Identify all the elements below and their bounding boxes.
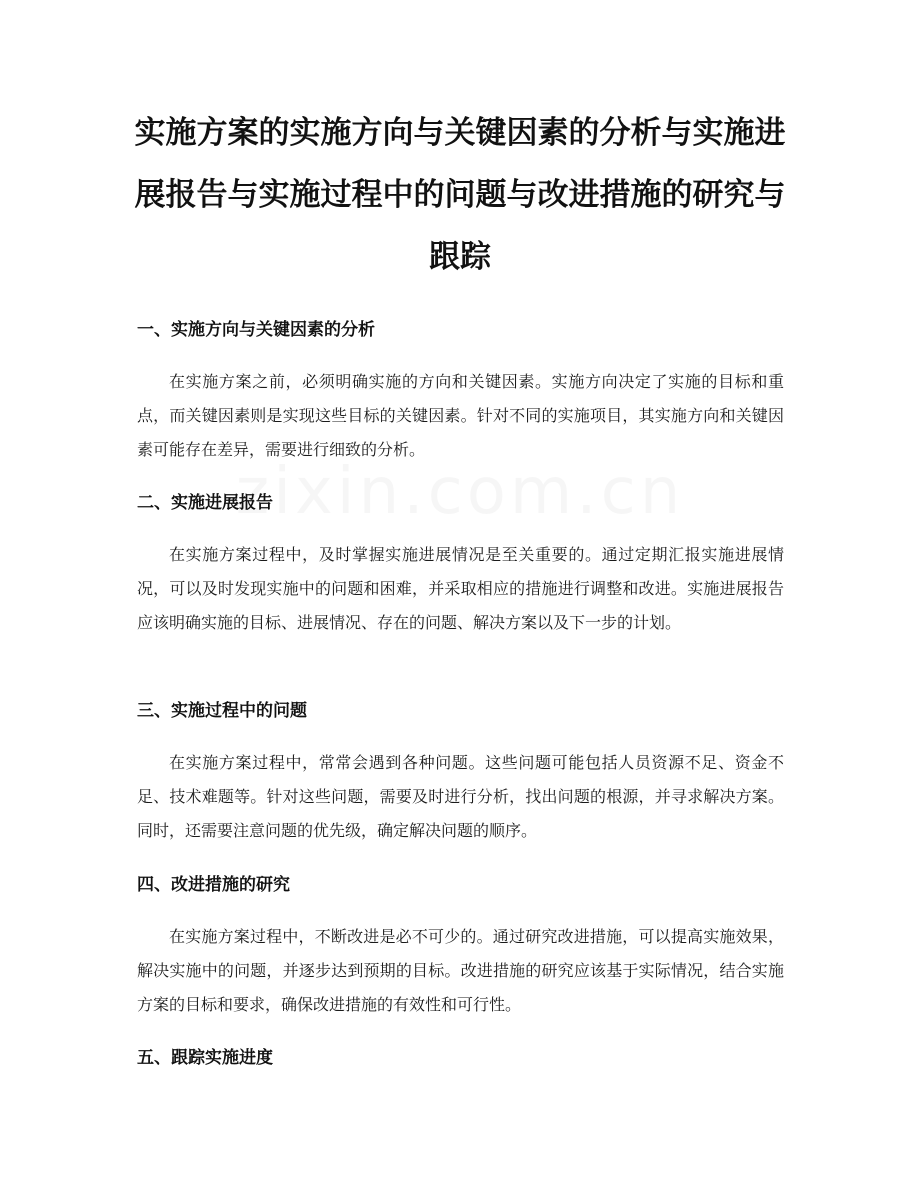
section-paragraph-3: 在实施方案过程中，常常会遇到各种问题。这些问题可能包括人员资源不足、资金不足、技术难题等。针对这些问题，需要及时进行分析，找出问题的根源，并寻求解决方案。同时，还需要注意问题的优先级，确定解决问题的顺序。 [137, 753, 784, 840]
section-heading-3: 三、实施过程中的问题 [137, 701, 307, 721]
section-paragraph-1: 在实施方案之前，必须明确实施的方向和关键因素。实施方向决定了实施的目标和重点，而关键因素则是实现这些目标的关键因素。针对不同的实施项目，其实施方向和关键因素可能存在差异，需要进行细致的分析。 [137, 372, 784, 459]
document-title: 实施方案的实施方向与关键因素的分析与实施进展报告与实施过程中的问题与改进措施的研究与跟踪 [134, 115, 786, 275]
section-heading-5: 五、跟踪实施进度 [137, 1048, 273, 1068]
section-heading-2: 二、实施进展报告 [137, 493, 273, 513]
section-paragraph-4: 在实施方案过程中，不断改进是必不可少的。通过研究改进措施，可以提高实施效果，解决实施中的问题，并逐步达到预期的目标。改进措施的研究应该基于实际情况，结合实施方案的目标和要求，确保改进措施的有效性和可行性。 [137, 927, 784, 1014]
section-heading-1: 一、实施方向与关键因素的分析 [137, 320, 375, 340]
section-heading-4: 四、改进措施的研究 [137, 875, 290, 895]
section-paragraph-2: 在实施方案过程中，及时掌握实施进展情况是至关重要的。通过定期汇报实施进展情况，可以及时发现实施中的问题和困难，并采取相应的措施进行调整和改进。实施进展报告应该明确实施的目标、进展情况、存在的问题、解决方案以及下一步的计划。 [137, 545, 784, 632]
